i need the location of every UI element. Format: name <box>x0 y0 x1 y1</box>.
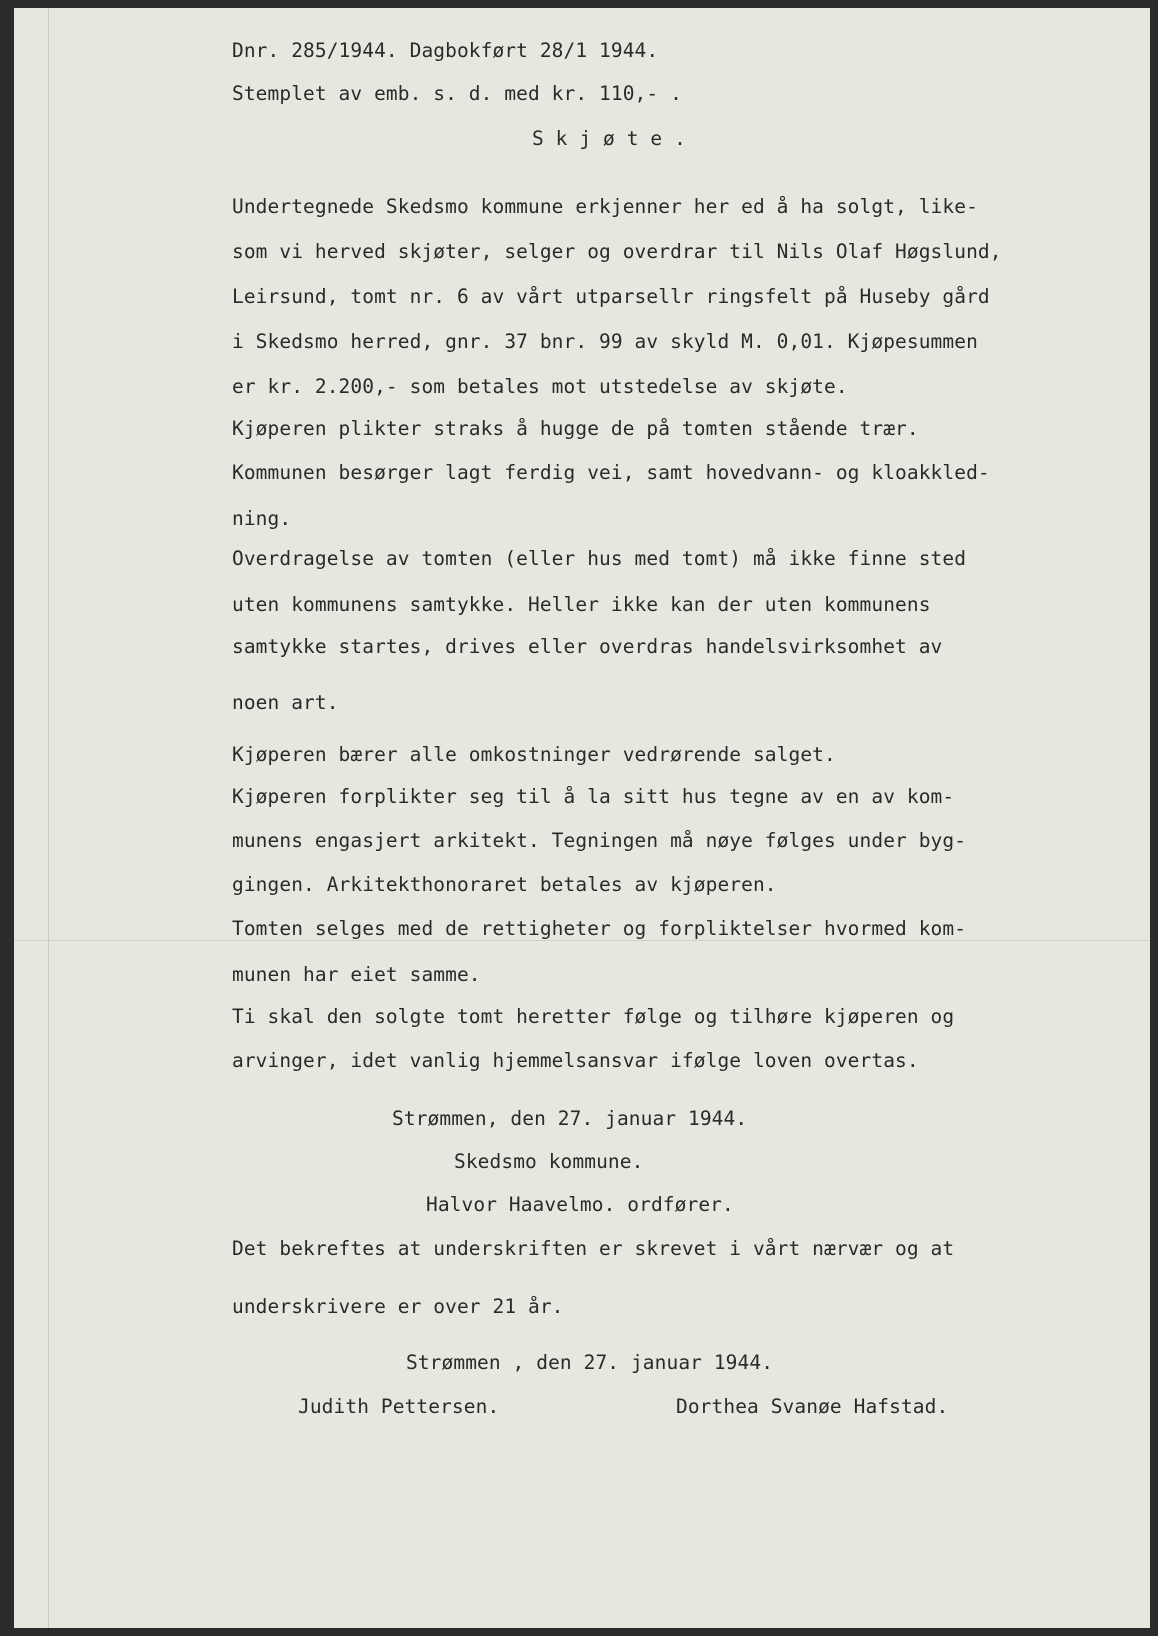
body-line-18: munen har eiet samme. <box>232 963 481 986</box>
body-line-13: Kjøperen bærer alle omkostninger vedrørende salget. <box>232 743 836 766</box>
witness-signature-1: Judith Pettersen. <box>298 1395 500 1418</box>
document-page <box>14 8 1150 1628</box>
body-line-14: Kjøperen forplikter seg til å la sitt hus tegne av en av kom- <box>232 785 955 808</box>
body-line-7: Kommunen besørger lagt ferdig vei, samt hovedvann- og kloakkled- <box>232 461 990 484</box>
witness-signature-2: Dorthea Svanøe Hafstad. <box>676 1395 949 1418</box>
witness-statement-line-1: Det bekreftes at underskriften er skrevet i vårt nærvær og at <box>232 1237 955 1260</box>
header-stamp-line: Stemplet av emb. s. d. med kr. 110,- . <box>232 82 682 105</box>
body-line-8: ning. <box>232 507 292 530</box>
signing-place-date: Strømmen, den 27. januar 1944. <box>392 1107 748 1130</box>
body-line-1: Undertegnede Skedsmo kommune erkjenner her ed å ha solgt, like- <box>232 195 978 218</box>
margin-line <box>48 8 49 1628</box>
body-line-2: som vi herved skjøter, selger og overdrar til Nils Olaf Høgslund, <box>232 240 1002 263</box>
body-line-15: munens engasjert arkitekt. Tegningen må nøye følges under byg- <box>232 829 967 852</box>
header-registration-line: Dnr. 285/1944. Dagbokført 28/1 1944. <box>232 39 659 62</box>
body-line-3: Leirsund, tomt nr. 6 av vårt utparsellr ringsfelt på Huseby gård <box>232 285 990 308</box>
body-line-5: er kr. 2.200,- som betales mot utstedelse av skjøte. <box>232 375 848 398</box>
body-line-16: gingen. Arkitekthonoraret betales av kjøperen. <box>232 873 777 896</box>
body-line-20: arvinger, idet vanlig hjemmelsansvar ifølge loven overtas. <box>232 1049 919 1072</box>
signing-signatory: Halvor Haavelmo. ordfører. <box>426 1193 734 1216</box>
document-title: S k j ø t e . <box>532 127 686 150</box>
witness-place-date: Strømmen , den 27. januar 1944. <box>406 1351 774 1374</box>
body-line-11: samtykke startes, drives eller overdras handelsvirksomhet av <box>232 635 943 658</box>
body-line-12: noen art. <box>232 691 339 714</box>
body-line-19: Ti skal den solgte tomt heretter følge og tilhøre kjøperen og <box>232 1005 955 1028</box>
body-line-6: Kjøperen plikter straks å hugge de på tomten stående trær. <box>232 417 919 440</box>
body-line-4: i Skedsmo herred, gnr. 37 bnr. 99 av skyld M. 0,01. Kjøpesummen <box>232 330 978 353</box>
body-line-9: Overdragelse av tomten (eller hus med tomt) må ikke finne sted <box>232 547 967 570</box>
body-line-10: uten kommunens samtykke. Heller ikke kan der uten kommunens <box>232 593 931 616</box>
witness-statement-line-2: underskrivere er over 21 år. <box>232 1295 564 1318</box>
signing-municipality: Skedsmo kommune. <box>454 1150 644 1173</box>
body-line-17: Tomten selges med de rettigheter og forpliktelser hvormed kom- <box>232 917 967 940</box>
